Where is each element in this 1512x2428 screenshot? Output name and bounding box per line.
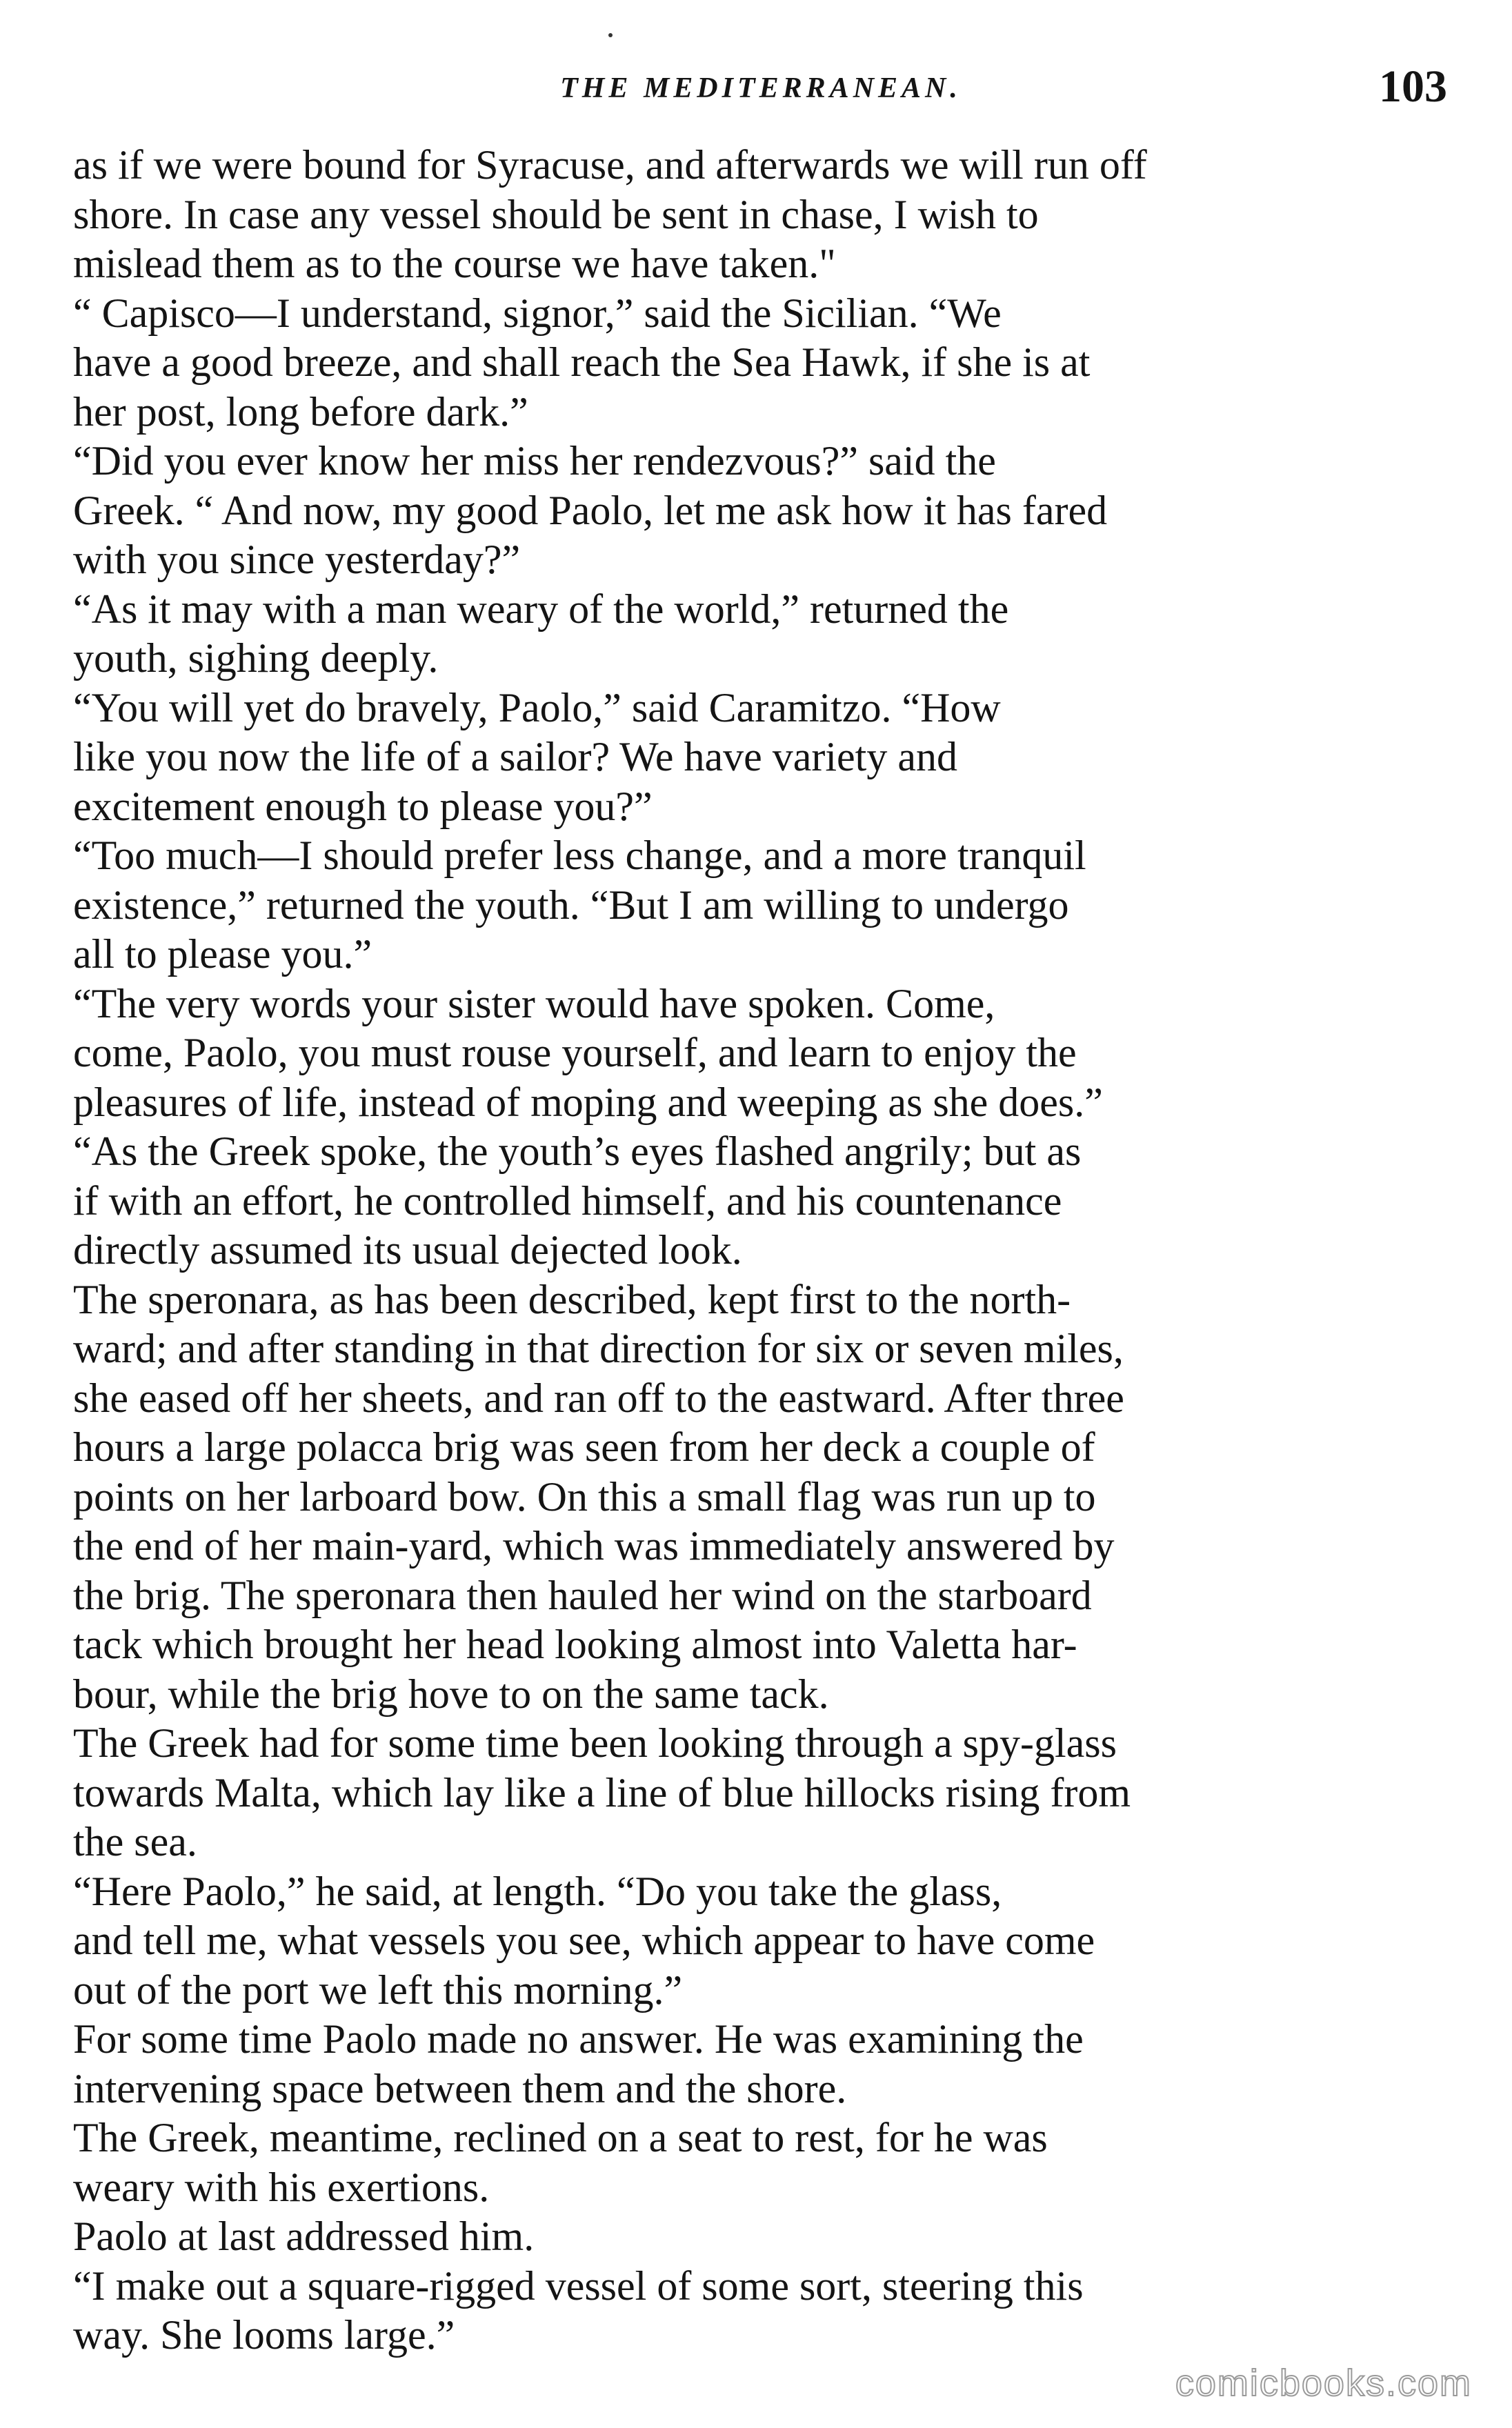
text-line: shore. In case any vessel should be sent in chase, I wish to <box>73 191 1039 237</box>
text-line: “Too much—I should prefer less change, and a more tranquil <box>73 833 1086 878</box>
page-header <box>74 61 1447 116</box>
text-line: mislead them as to the course we have taken." <box>73 241 836 286</box>
text-line: youth, sighing deeply. <box>73 635 439 681</box>
text-line: have a good breeze, and shall reach the Sea Hawk, if she is at <box>73 339 1091 385</box>
text-line: “Did you ever know her miss her rendezvous?” said the <box>73 438 996 484</box>
text-line: like you now the life of a sailor? We have variety and <box>73 734 957 779</box>
text-line: existence,” returned the youth. “But I am willing to undergo <box>73 882 1069 928</box>
text-line: bour, while the brig hove to on the same tack. <box>73 1671 829 1717</box>
text-line: “The very words your sister would have spoken. Come, <box>73 980 995 1026</box>
text-line: “You will yet do bravely, Paolo,” said Caramitzo. “How <box>73 684 1001 730</box>
text-line: if with an effort, he controlled himself, and his countenance <box>73 1177 1062 1224</box>
page-number: 103 <box>1379 61 1447 112</box>
text-line: The Greek had for some time been looking through a spy-glass <box>73 1720 1117 1766</box>
text-line: hours a large polacca brig was seen from her deck a couple of <box>73 1424 1095 1470</box>
text-line: For some time Paolo made no answer. He was examining the <box>73 2016 1084 2062</box>
text-line: towards Malta, which lay like a line of blue hillocks rising from <box>73 1769 1131 1815</box>
body-text <box>73 141 1446 2360</box>
text-line: weary with his exertions. <box>73 2164 490 2210</box>
text-line: intervening space between them and the shore. <box>73 2065 847 2111</box>
text-line: the brig. The speronara then hauled her wind on the starboard <box>73 1572 1092 1618</box>
text-line: and tell me, what vessels you see, which appear to have come <box>73 1918 1095 1963</box>
text-line: pleasures of life, instead of moping and weeping as she does.” <box>73 1079 1103 1125</box>
text-line: as if we were bound for Syracuse, and afterwards we will run off <box>73 142 1147 188</box>
text-line: with you since yesterday?” <box>73 537 521 582</box>
text-line: come, Paolo, you must rouse yourself, and learn to enjoy the <box>73 1030 1077 1075</box>
text-line: the end of her main-yard, which was immediately answered by <box>73 1523 1115 1569</box>
text-line: “As it may with a man weary of the world,” returned the <box>73 586 1009 632</box>
text-line: “I make out a square-rigged vessel of some sort, steering this <box>73 2262 1084 2309</box>
text-line: all to please you.” <box>73 931 372 977</box>
text-line: Greek. “ And now, my good Paolo, let me ask how it has fared <box>73 487 1108 533</box>
watermark: comicbooks.com <box>1175 2362 1472 2404</box>
text-line: “Here Paolo,” he said, at length. “Do you take the glass, <box>73 1868 1002 1914</box>
text-line: The speronara, as has been described, kept first to the north- <box>73 1276 1071 1322</box>
text-line: ward; and after standing in that direction for six or seven miles, <box>73 1326 1124 1371</box>
text-line: Paolo at last addressed him. <box>73 2213 535 2259</box>
text-line: her post, long before dark.” <box>73 388 528 435</box>
running-title: THE MEDITERRANEAN. <box>560 72 962 104</box>
text-line: tack which brought her head looking almost into Valetta har- <box>73 1622 1077 1667</box>
text-line: “As the Greek spoke, the youth’s eyes flashed angrily; but as <box>73 1128 1082 1174</box>
text-line: directly assumed its usual dejected look. <box>73 1227 742 1273</box>
text-line: points on her larboard bow. On this a small flag was run up to <box>73 1473 1096 1520</box>
text-line: “ Capisco—I understand, signor,” said the Sicilian. “We <box>73 290 1002 336</box>
text-line: The Greek, meantime, reclined on a seat to rest, for he was <box>73 2115 1048 2160</box>
text-line: out of the port we left this morning.” <box>73 1967 683 2013</box>
text-line: she eased off her sheets, and ran off to the eastward. After three <box>73 1375 1124 1421</box>
print-speck <box>608 33 613 37</box>
text-line: excitement enough to please you?” <box>73 783 653 829</box>
text-line: way. She looms large.” <box>73 2312 455 2358</box>
text-line: the sea. <box>73 1819 197 1864</box>
